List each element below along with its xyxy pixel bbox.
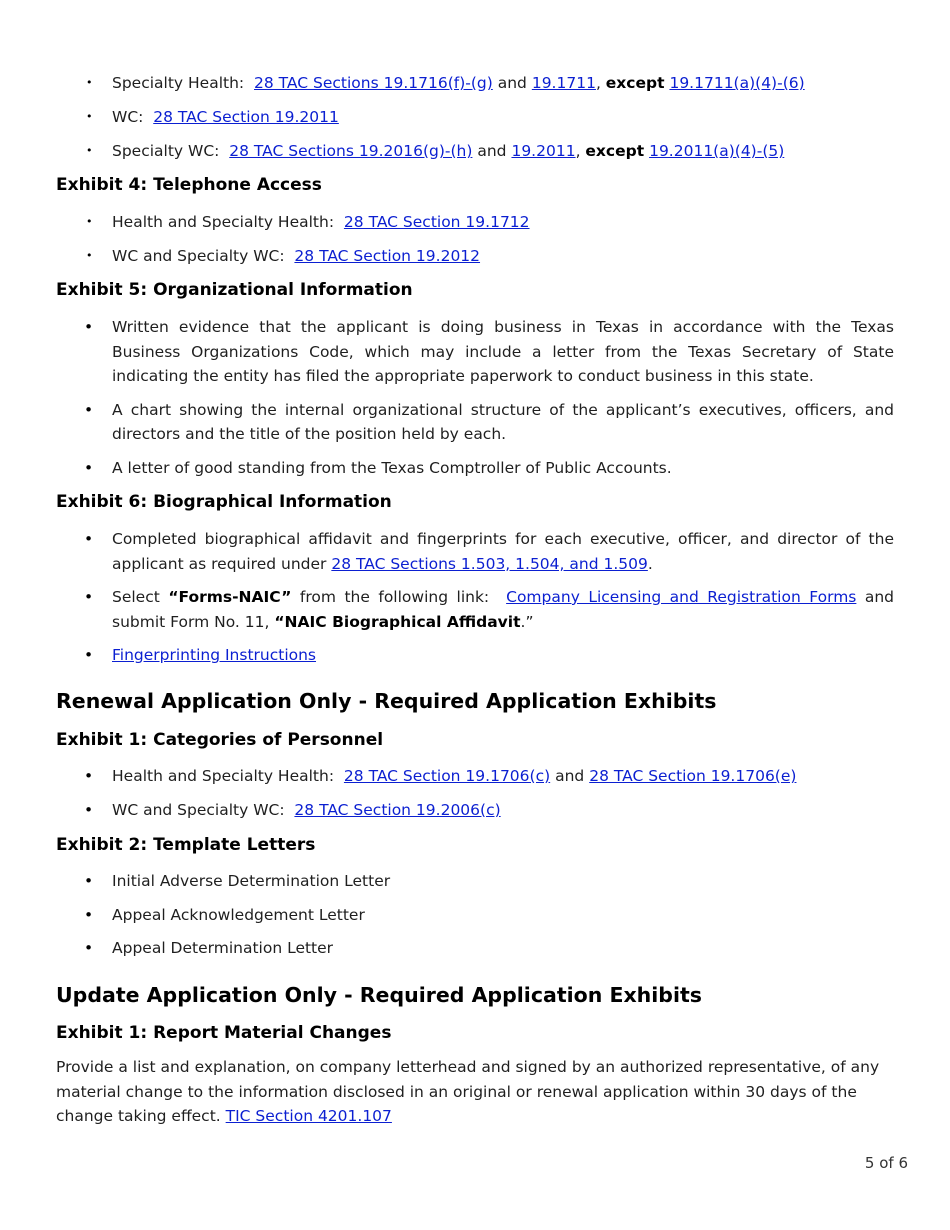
list-item: • Appeal Acknowledgement Letter — [56, 903, 894, 928]
bullet-label: WC: — [112, 108, 144, 126]
bullet-label: Health and Specialty Health: — [112, 213, 335, 231]
bullet-label: Specialty WC: — [112, 142, 220, 160]
tic-link[interactable]: TIC Section 4201.107 — [225, 1107, 392, 1125]
top-bullet-list — [56, 71, 894, 96]
punctuation: .” — [520, 612, 534, 631]
paragraph-text: Provide a list and explanation, on company letterhead and signed by an authorized representative, of any material change to the information disclosed in an original or renewal application within 30 days of the change taking effect. — [56, 1058, 880, 1125]
conjunction: and — [555, 767, 585, 785]
list-item — [56, 643, 894, 668]
renewal-exhibit-1-title: Exhibit 1: Categories of Personnel — [56, 730, 384, 750]
update-heading: Update Application Only - Required Application Exhibits — [56, 983, 703, 1007]
list-item — [56, 105, 894, 130]
emphasis: except — [605, 74, 665, 92]
renewal-exhibit-2-list — [56, 869, 894, 961]
tac-link[interactable]: 28 TAC Sections 19.2016(g)-(h) — [229, 142, 473, 160]
list-item — [56, 210, 894, 235]
renewal-exhibit-1-list — [56, 764, 894, 822]
renewal-heading: Renewal Application Only - Required Application Exhibits — [56, 689, 717, 713]
tac-link[interactable]: 19.2011(a)(4)-(5) — [649, 142, 785, 160]
exhibit-6-title: Exhibit 6: Biographical Information — [56, 492, 392, 512]
emphasis: “NAIC Biographical Affidavit — [274, 612, 521, 631]
top-bullet-list-2 — [56, 105, 894, 130]
tac-link[interactable]: 28 TAC Section 19.1712 — [343, 213, 530, 231]
bullet-text: Select — [112, 588, 160, 606]
exhibit-4-title: Exhibit 4: Telephone Access — [56, 175, 322, 195]
exhibit-5-list — [56, 315, 894, 480]
list-item: • Completed biographical affidavit and fingerprints for each executive, officer, and director of the applicant as required under 28 TAC Sections 1.503, 1.504, and 1.509. — [56, 527, 894, 576]
forms-link[interactable]: Company Licensing and Registration Forms — [506, 588, 857, 606]
bullet-label: WC and Specialty WC: — [112, 800, 285, 819]
conjunction: and — [497, 74, 527, 92]
emphasis: except — [585, 142, 645, 160]
exhibit-4-list — [56, 210, 894, 268]
bullet-label: Specialty Health: — [112, 74, 245, 92]
bullet-label: Health and Specialty Health: — [112, 767, 335, 785]
tac-link[interactable]: 28 TAC Section 19.2012 — [294, 246, 481, 265]
bullet-text: from the following link: — [299, 588, 490, 606]
list-item: • A chart showing the internal organizational structure of the applicant’s executives, officers, and directors and the title of the position held by each. — [56, 398, 894, 447]
page-number: 5 of 6 — [864, 1154, 908, 1172]
bullet-text: Completed biographical affidavit and fingerprints for each executive, officer, and director of the applicant as required under — [112, 530, 894, 573]
renewal-exhibit-2-title: Exhibit 2: Template Letters — [56, 835, 316, 855]
fingerprinting-link[interactable]: Fingerprinting Instructions — [112, 646, 317, 664]
tac-link[interactable]: 28 TAC Section 19.2011 — [153, 108, 339, 126]
list-item — [56, 798, 894, 823]
conjunction: and — [477, 142, 507, 160]
list-item: • Specialty WC: 28 TAC Sections 19.2016(g)-(h) and 19.2011, except 19.2011(a)(4)-(5) — [56, 139, 894, 164]
tac-link[interactable]: 28 TAC Section 19.2006(c) — [294, 800, 501, 819]
list-item: • Written evidence that the applicant is doing business in Texas in accordance with the Texas Business Organizations Code, which may include a letter from the Texas Secretary of State indicating the entity has filed the appropriate paperwork to conduct business in this state. — [56, 315, 894, 389]
list-item — [56, 585, 894, 634]
list-item — [56, 764, 894, 789]
list-item: • Specialty Health: 28 TAC Sections 19.1716(f)-(g) and 19.1711, except 19.1711(a)(4)-(6) — [56, 71, 894, 96]
tac-link[interactable]: 28 TAC Sections 19.1716(f)-(g) — [254, 74, 493, 92]
bullet-text: and submit Form No. 11, — [112, 588, 895, 631]
list-item: • Appeal Determination Letter — [56, 936, 894, 961]
emphasis: “Forms-NAIC” — [168, 588, 292, 606]
tac-link[interactable]: 19.2011 — [511, 142, 576, 160]
top-bullet-list-3 — [56, 139, 894, 164]
tac-link[interactable]: 19.1711 — [531, 74, 596, 92]
exhibit-6-list — [56, 527, 894, 668]
update-exhibit-1-title: Exhibit 1: Report Material Changes — [56, 1023, 392, 1043]
tac-link[interactable]: 28 TAC Section 19.1706(c) — [343, 767, 551, 785]
list-item — [56, 244, 894, 269]
list-item: • Initial Adverse Determination Letter — [56, 869, 894, 894]
tac-link[interactable]: 19.1711(a)(4)-(6) — [669, 74, 805, 92]
update-paragraph — [56, 1055, 894, 1129]
exhibit-5-title: Exhibit 5: Organizational Information — [56, 280, 413, 300]
tac-link[interactable]: 28 TAC Section 19.1706(e) — [589, 767, 797, 785]
list-item: • A letter of good standing from the Texas Comptroller of Public Accounts. — [56, 456, 894, 481]
tac-link[interactable]: 28 TAC Sections 1.503, 1.504, and 1.509 — [331, 554, 648, 573]
bullet-label: WC and Specialty WC: — [112, 246, 285, 265]
